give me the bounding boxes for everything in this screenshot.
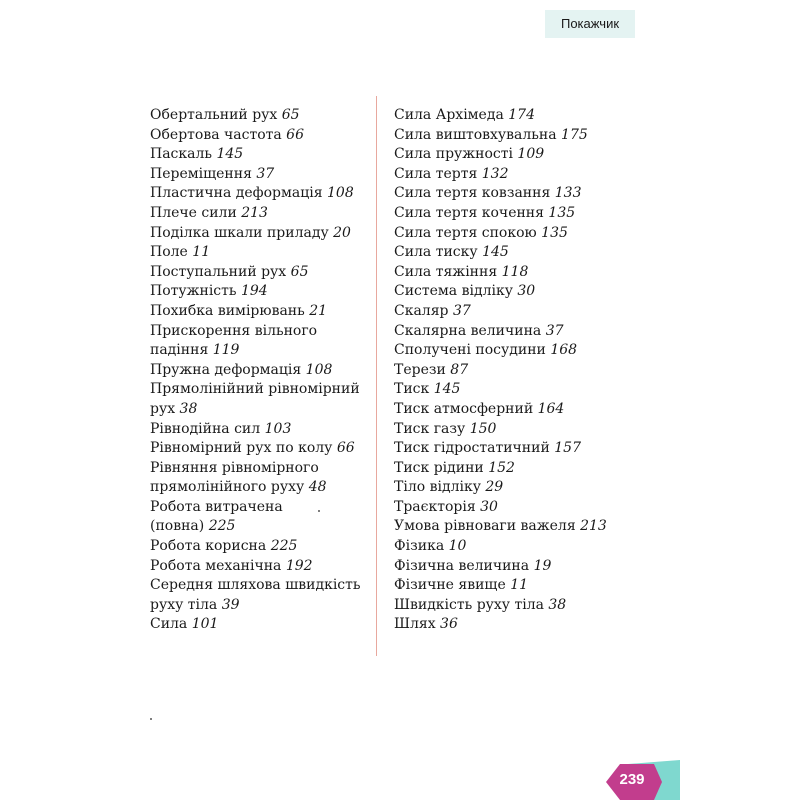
index-term: Скаляр <box>394 302 453 319</box>
index-page-ref: 168 <box>550 342 578 359</box>
index-term: Фізика <box>394 538 449 555</box>
index-page-ref: 38 <box>548 596 567 613</box>
index-term: Поділка шкали приладу <box>150 224 334 241</box>
index-entry <box>150 126 365 146</box>
index-entry <box>150 420 365 440</box>
index-entry <box>394 380 634 400</box>
index-term: Сполучені посудини <box>394 342 551 359</box>
index-page-ref: 135 <box>548 204 576 221</box>
index-page-ref: 109 <box>517 146 545 163</box>
index-term: Прискорення вільного <box>150 322 318 339</box>
index-term: (повна) <box>150 518 209 535</box>
index-page-ref: 10 <box>448 538 467 555</box>
index-entry <box>150 282 365 302</box>
index-term: Обертова частота <box>150 126 287 143</box>
index-entry <box>150 498 365 518</box>
index-entry <box>394 184 634 204</box>
index-term: Середня шляхова швидкість <box>150 577 361 594</box>
index-page-ref: 19 <box>533 557 552 574</box>
index-term: Тиск атмосферний <box>394 400 538 417</box>
index-entry <box>394 126 634 146</box>
index-term: Робота механічна <box>150 557 286 574</box>
index-page-ref: 66 <box>286 126 304 143</box>
index-entry <box>150 224 365 244</box>
index-column-left <box>150 106 365 635</box>
index-page-ref: 135 <box>541 224 568 241</box>
index-entry <box>150 263 365 283</box>
index-term: Тиск <box>394 381 434 398</box>
index-entry <box>394 341 634 361</box>
index-page-ref: 132 <box>481 165 509 182</box>
index-term: руху тіла <box>150 596 222 613</box>
index-entry <box>394 243 634 263</box>
index-term: Тиск рідини <box>394 459 489 476</box>
index-page-ref: 119 <box>212 342 240 359</box>
index-page-ref: 37 <box>545 322 564 339</box>
index-page-ref: 65 <box>290 263 309 280</box>
index-page-ref: 48 <box>308 479 327 496</box>
index-term: падіння <box>150 342 213 359</box>
index-term: Прямолінійний рівномірний <box>150 381 360 398</box>
index-page-ref: 101 <box>191 616 219 633</box>
index-term: Сила тертя ковзання <box>394 185 555 202</box>
index-page-ref: 30 <box>480 498 498 515</box>
index-entry <box>150 361 365 381</box>
index-page-ref: 108 <box>305 361 333 378</box>
index-page-ref: 213 <box>580 518 607 535</box>
index-term: Сила Архімеда <box>394 107 509 123</box>
index-page-ref: 87 <box>450 361 469 378</box>
index-term: Паскаль <box>150 146 217 163</box>
index-entry <box>150 106 365 126</box>
index-term: Сила тиску <box>394 244 483 261</box>
index-page-ref: 192 <box>285 557 313 574</box>
index-entry <box>394 361 634 381</box>
print-speck <box>150 718 152 720</box>
column-divider <box>376 96 377 656</box>
index-entry <box>394 478 634 498</box>
index-term: Система відліку <box>394 283 518 300</box>
index-entry <box>150 184 365 204</box>
index-term: Умова рівноваги важеля <box>394 518 581 535</box>
section-title-tab <box>545 10 635 38</box>
index-term: Потужність <box>150 283 241 300</box>
index-page-ref: 108 <box>327 185 354 202</box>
index-entry <box>150 165 365 185</box>
index-page-ref: 164 <box>537 400 565 417</box>
index-page-ref: 29 <box>485 479 504 496</box>
index-entry <box>394 517 634 537</box>
index-entry <box>150 557 365 577</box>
index-term: Сила пружності <box>394 146 518 163</box>
index-term: Плече сили <box>150 204 242 221</box>
index-term: Пружна деформація <box>150 361 306 378</box>
index-page-ref: 39 <box>221 596 240 613</box>
index-entry <box>394 165 634 185</box>
index-term: Робота витрачена <box>150 498 283 515</box>
index-page-ref: 145 <box>433 381 461 398</box>
index-entry <box>150 341 365 361</box>
index-page-ref: 118 <box>501 263 529 280</box>
index-entry <box>394 420 634 440</box>
index-page-ref: 152 <box>488 459 515 476</box>
index-term: Терези <box>394 361 451 378</box>
index-page-ref: 175 <box>561 126 588 143</box>
index-page-ref: 145 <box>482 244 509 261</box>
index-term: Шлях <box>394 616 441 633</box>
index-page-ref: 11 <box>510 577 529 594</box>
index-term: Швидкість руху тіла <box>394 596 549 613</box>
index-page-ref: 37 <box>452 302 471 319</box>
index-page-ref: 133 <box>554 185 582 202</box>
index-page-ref: 30 <box>517 283 536 300</box>
index-entry <box>394 106 634 126</box>
index-entry <box>150 380 365 400</box>
index-entry <box>150 459 365 479</box>
index-page-ref: 65 <box>281 107 300 123</box>
index-page-ref: 150 <box>469 420 497 437</box>
index-term: рух <box>150 400 180 417</box>
index-term: Пластична деформація <box>150 185 328 202</box>
print-speck <box>318 510 320 512</box>
index-page-ref: 213 <box>241 204 268 221</box>
index-entry <box>150 400 365 420</box>
index-entry <box>394 263 634 283</box>
index-entry <box>150 204 365 224</box>
index-page-ref: 145 <box>216 146 244 163</box>
index-page-ref: 225 <box>270 538 298 555</box>
index-page-ref: 66 <box>336 440 355 457</box>
index-column-right <box>394 106 634 635</box>
index-page-ref: 103 <box>264 420 292 437</box>
index-term: Тіло відліку <box>394 479 486 496</box>
index-term: Сила тертя спокою <box>394 224 542 241</box>
index-term: Тиск газу <box>394 420 470 437</box>
index-term: Поле <box>150 244 193 261</box>
index-term: Рівномірний рух по колу <box>150 440 337 457</box>
index-entry <box>394 459 634 479</box>
index-term: Сила тертя кочення <box>394 204 549 221</box>
index-entry <box>394 596 634 616</box>
index-entry <box>394 302 634 322</box>
index-entry <box>150 537 365 557</box>
page-number: 239 <box>619 771 645 788</box>
index-term: прямолінійного руху <box>150 479 309 496</box>
index-page-ref: 36 <box>440 616 458 633</box>
index-page-ref: 38 <box>179 400 198 417</box>
index-entry <box>150 322 365 342</box>
index-entry <box>150 596 365 616</box>
index-entry <box>150 243 365 263</box>
index-entry <box>150 478 365 498</box>
index-entry <box>394 224 634 244</box>
index-entry <box>150 615 365 635</box>
index-entry <box>394 204 634 224</box>
index-entry <box>394 400 634 420</box>
index-entry <box>394 439 634 459</box>
index-term: Робота корисна <box>150 538 271 555</box>
index-entry <box>394 615 634 635</box>
index-entry <box>394 537 634 557</box>
index-term: Сила тертя <box>394 165 482 182</box>
index-term: Фізичне явище <box>394 577 511 594</box>
index-entry <box>394 576 634 596</box>
index-page-ref: 20 <box>333 224 351 241</box>
index-entry <box>394 282 634 302</box>
index-term: Рівняння рівномірного <box>150 459 319 476</box>
index-entry <box>150 517 365 537</box>
section-title: Покажчик <box>560 16 620 31</box>
index-entry <box>394 322 634 342</box>
index-term: Фізична величина <box>394 557 534 574</box>
index-term: Тиск гідростатичний <box>394 440 555 457</box>
index-term: Переміщення <box>150 165 257 182</box>
index-page-ref: 37 <box>256 165 275 182</box>
index-entry <box>150 439 365 459</box>
index-entry <box>394 557 634 577</box>
index-page-ref: 21 <box>309 302 328 319</box>
index-entry <box>150 302 365 322</box>
index-term: Рівнодійна сил <box>150 420 265 437</box>
index-page-ref: 194 <box>240 283 268 300</box>
index-term: Сила <box>150 616 192 633</box>
index-term: Сила тяжіння <box>394 263 502 280</box>
index-term: Поступальний рух <box>150 263 291 280</box>
index-term: Сила виштовхувальна <box>394 126 562 143</box>
index-page-ref: 174 <box>508 107 535 123</box>
index-term: Скалярна величина <box>394 322 546 339</box>
index-entry <box>150 576 365 596</box>
index-entry <box>394 498 634 518</box>
index-term: Обертальний рух <box>150 107 282 123</box>
index-page-ref: 11 <box>192 244 211 261</box>
index-entry <box>394 145 634 165</box>
index-page-ref: 157 <box>554 440 581 457</box>
index-page-ref: 225 <box>208 518 236 535</box>
index-entry <box>150 145 365 165</box>
index-term: Похибка вимірювань <box>150 302 310 319</box>
index-term: Траєкторія <box>394 498 481 515</box>
